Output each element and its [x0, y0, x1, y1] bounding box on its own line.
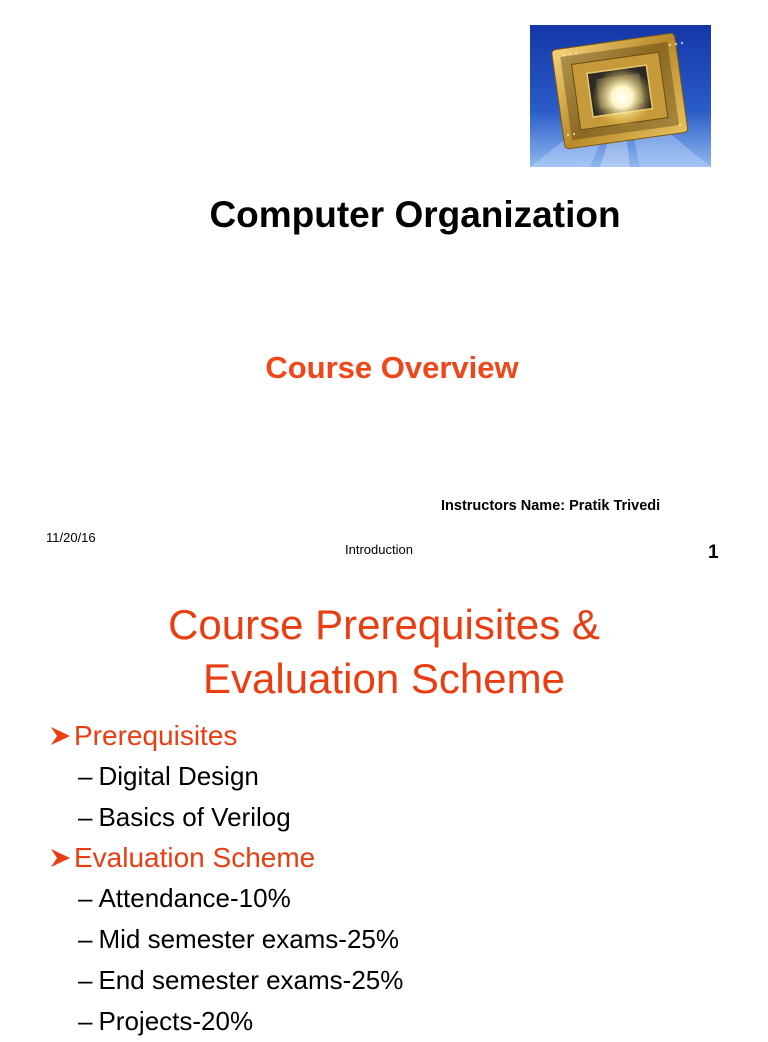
list-item [48, 878, 748, 919]
dash-bullet: – [78, 1006, 93, 1036]
list-item [48, 756, 748, 797]
slide-footer: Introduction [345, 542, 413, 557]
list-item [48, 919, 748, 960]
section-heading [48, 838, 748, 878]
list-item [48, 797, 748, 838]
dash-bullet: – [78, 802, 93, 832]
arrow-bullet-icon [48, 845, 74, 871]
instructor-name: Instructors Name: Pratik Trivedi [441, 498, 661, 514]
dash-bullet: – [78, 761, 93, 791]
dash-bullet: – [78, 965, 93, 995]
slide-subtitle: Course Overview [265, 350, 519, 385]
bullet-list [48, 716, 748, 1042]
slide-2 [0, 578, 768, 1036]
list-item-label: End semester exams-25% [98, 965, 404, 995]
slide-date: 11/20/16 [46, 530, 96, 545]
list-item-label: Basics of Verilog [98, 802, 291, 832]
cpu-chip-icon [530, 25, 711, 167]
section-heading [48, 716, 748, 756]
slide-title: Computer Organization [209, 194, 621, 235]
title-line-2: Evaluation Scheme [203, 655, 565, 702]
section-heading-label: Evaluation Scheme [74, 842, 316, 873]
dash-bullet: – [78, 883, 93, 913]
list-item-label: Projects-20% [98, 1006, 254, 1036]
arrow-bullet-icon [48, 723, 74, 749]
page-number: 1 [708, 542, 719, 563]
list-item-label: Mid semester exams-25% [98, 924, 400, 954]
list-item-label: Attendance-10% [98, 883, 291, 913]
list-item-label: Digital Design [98, 761, 259, 791]
list-item [48, 1001, 748, 1042]
section-heading-label: Prerequisites [74, 720, 238, 751]
list-item [48, 960, 748, 1001]
slide-title [0, 598, 768, 706]
title-line-1: Course Prerequisites & [168, 601, 600, 648]
dash-bullet: – [78, 924, 93, 954]
